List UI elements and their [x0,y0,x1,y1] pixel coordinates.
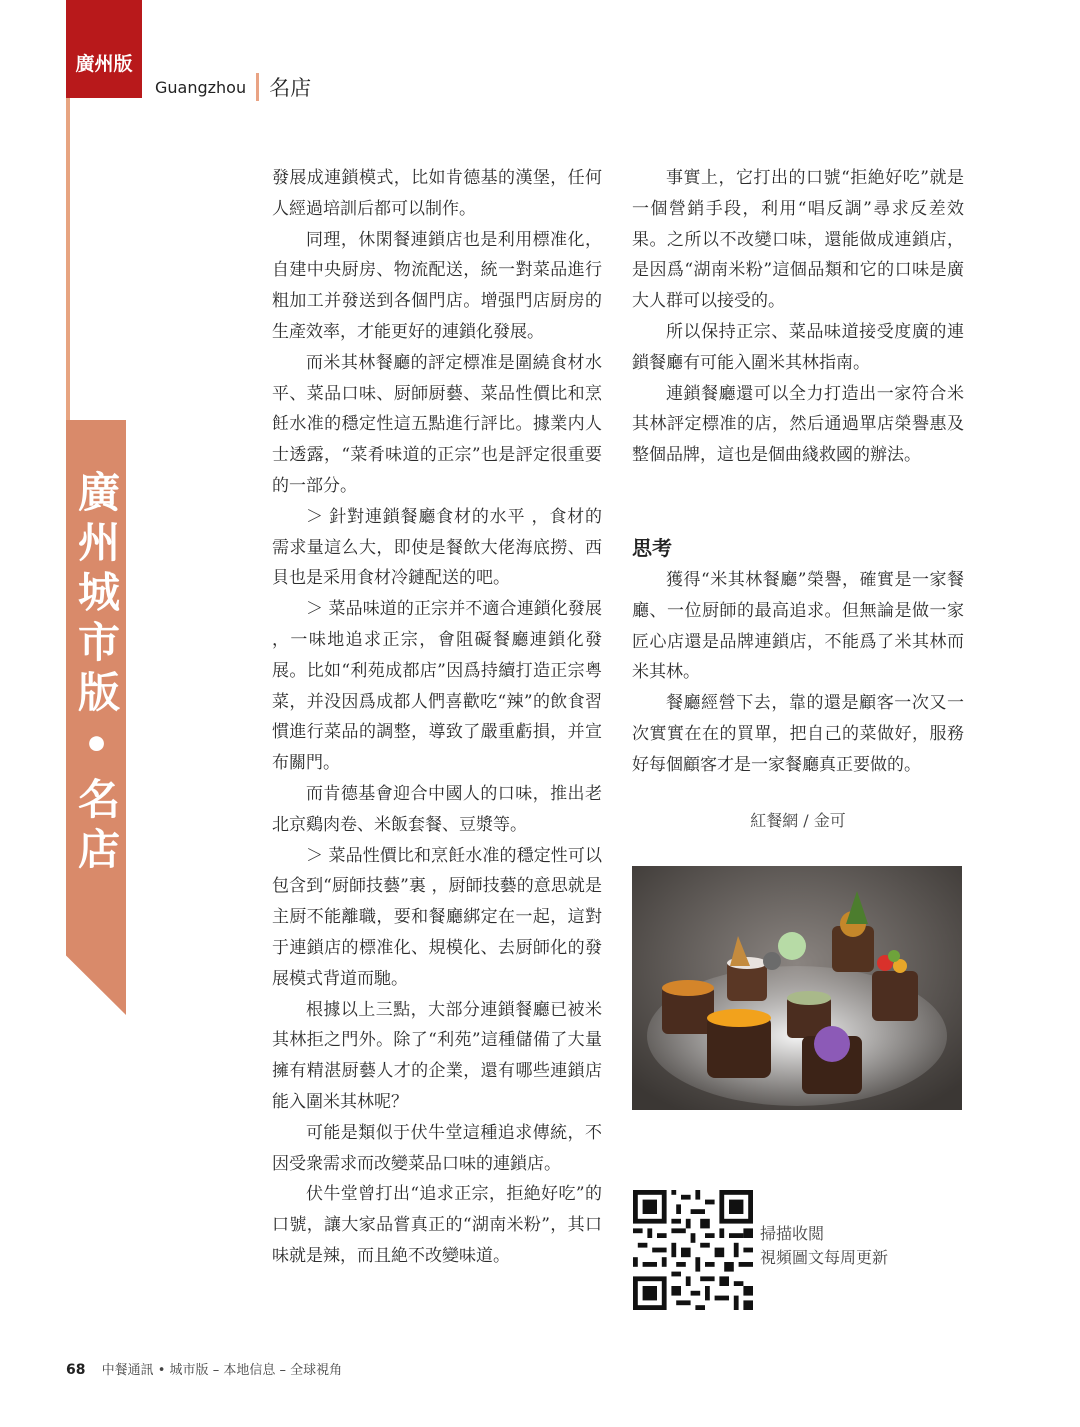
paragraph: 事實上，它打出的口號“拒絶好吃”就是一個營銷手段，利用“唱反調”尋求反差效果。之所以不改變口味，還能做成連鎖店，是因爲“湖南米粉”這個品類和它的口味是廣大人群可以接受的。 [632,168,964,312]
qr-caption-line-2: 視頻圖文每周更新 [760,1248,889,1267]
paragraph: 同理，休閑餐連鎖店也是利用標准化，自建中央厨房、物流配送，統一對菜品進行粗加工并發送到各個門店。增强門店厨房的生產效率，才能更好的連鎖化發展。 [272,229,602,342]
paragraph: 餐廳經營下去，靠的還是顧客一次又一次實實在在的買單，把自己的菜做好，服務好每個顧客才是一家餐廳真正要做的。 [632,693,964,775]
paragraph: 根據以上三點，大部分連鎖餐廳已被米其林拒之門外。除了“利苑”這種儲備了大量擁有精湛厨藝人才的企業，還有哪些連鎖店能入圍米其林呢？ [272,999,602,1112]
edition-tab: 廣州版 [66,0,142,98]
footer-text: 中餐通訊 • 城市版 – 本地信息 – 全球視角 [101,1363,343,1378]
side-banner-text: 廣州城市版•名店 [72,470,121,877]
paragraph: 獲得“米其林餐廳”榮譽，確實是一家餐廳、一位厨師的最高追求。但無論是做一家匠心店還是品牌連鎖店，不能爲了米其林而米其林。 [632,570,964,683]
paragraph: 而米其林餐廳的評定標准是圍繞食材水平、菜品口味、厨師厨藝、菜品性價比和烹飪水准的穩定性這五點進行評比。據業内人士透露，“菜肴味道的正宗”也是評定很重要的一部分。 [272,352,602,496]
page-number: 68 [66,1362,86,1378]
qr-code-icon[interactable] [632,1190,754,1310]
paragraph: 伏牛堂曾打出“追求正宗，拒絶好吃”的口號，讓大家品嘗真正的“湖南米粉”，其口味就是辣，而且絶不改變味道。 [272,1184,602,1266]
section-name: 名店 [269,76,312,100]
byline: 紅餐網 / 金可 [750,811,846,830]
article-column-1 [272,163,602,1272]
qr-caption [760,1222,888,1270]
accent-line [66,98,70,420]
article-column-3 [632,565,964,781]
city-name: Guangzhou [155,77,247,97]
page-footer [66,1359,342,1378]
section-heading: 思考 [632,536,672,560]
paragraph: 而肯德基會迎合中國人的口味，推出老北京鷄肉卷、米飯套餐、豆漿等。 [272,783,602,835]
paragraph: ＞ 菜品性價比和烹飪水准的穩定性可以包含到“厨師技藝”裏 ，厨師技藝的意思就是主厨不能離職，要和餐廳綁定在一起，這對于連鎖店的標准化、規模化、去厨師化的發展模式背道而馳。 [272,845,602,989]
article-column-2 [632,163,964,471]
dessert-photo-illustration [632,866,962,1110]
header-divider [256,73,259,101]
dessert-photo [632,866,962,1110]
paragraph: 可能是類似于伏牛堂這種追求傳統，不因受衆需求而改變菜品口味的連鎖店。 [272,1122,602,1174]
page-header [155,72,311,102]
paragraph: ＞ 菜品味道的正宗并不適合連鎖化發展 ，一味地追求正宗，會阻礙餐廳連鎖化發展。比如“利苑成都店”因爲持續打造正宗粤菜，并没因爲成都人們喜歡吃“辣”的飲食習慣進行菜品的調整，導致了嚴重虧損，并宣布關門。 [272,599,602,774]
paragraph: ＞ 針對連鎖餐廳食材的水平 ，食材的需求量這么大，即使是餐飲大佬海底撈、西貝也是采用食材冷鏈配送的吧。 [272,506,602,589]
qr-caption-line-1: 掃描收閲 [760,1224,825,1243]
paragraph: 所以保持正宗、菜品味道接受度廣的連鎖餐廳有可能入圍米其林指南。 [632,321,964,373]
paragraph: 連鎖餐廳還可以全力打造出一家符合米其林評定標准的店，然后通過單店榮譽惠及整個品牌，這也是個曲綫救國的辦法。 [632,383,964,466]
paragraph: 發展成連鎖模式，比如肯德基的漢堡，任何人經過培訓后都可以制作。 [272,168,602,219]
